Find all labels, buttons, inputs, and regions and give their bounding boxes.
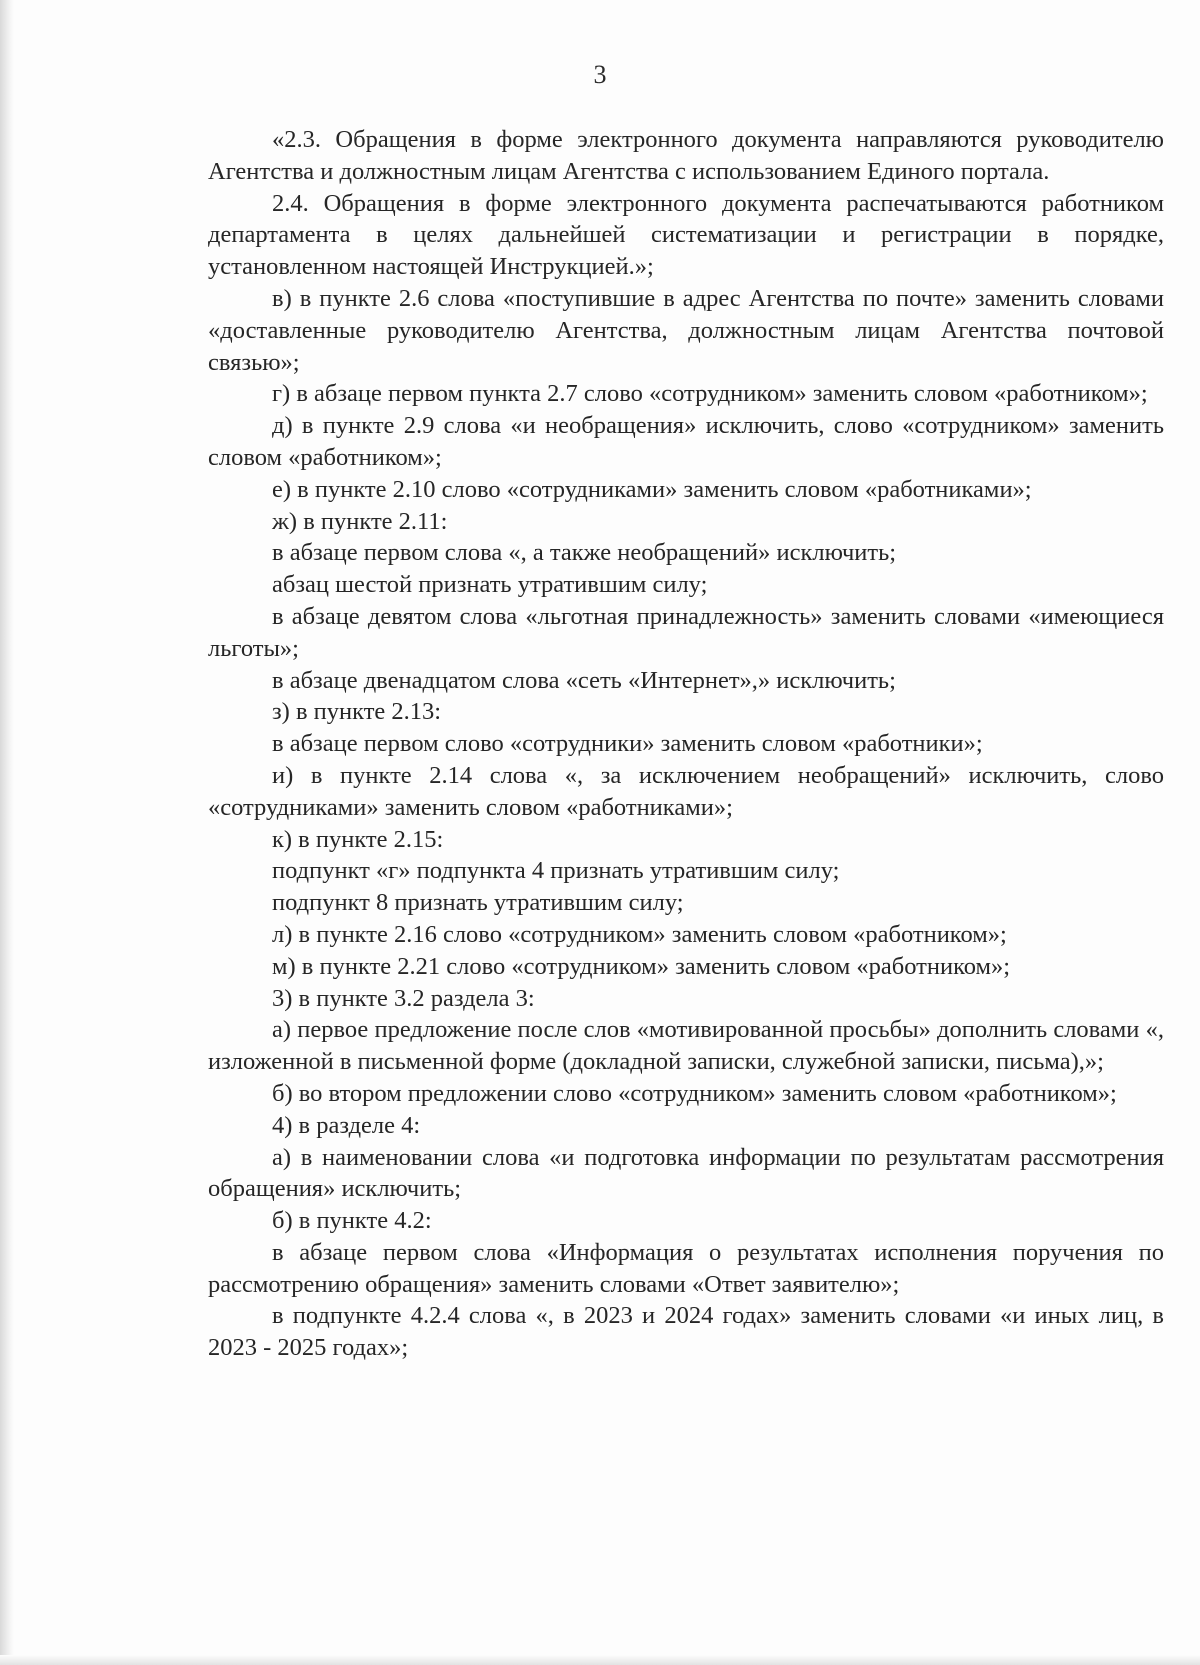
paragraph: 2.4. Обращения в форме электронного документа распечатываются работником департамента в целях дальнейшей систематизации и регистрации в порядке, установленном настоящей Инструкцией.»; [208,189,1164,281]
paragraph: б) во втором предложении слово «сотрудником» заменить словом «работником»; [272,1079,1117,1107]
paragraph: в абзаце первом слова «, а также необращений» исключить; [272,539,897,567]
paragraph: м) в пункте 2.21 слово «сотрудником» заменить словом «работником»; [272,952,1011,980]
paragraph: а) первое предложение после слов «мотивированной просьбы» дополнить словами «, изложенной в письменной форме (докладной записки, служебной записки, письма),»; [208,1016,1164,1076]
paragraph: в абзаце двенадцатом слова «сеть «Интернет»,» исключить; [272,666,896,694]
paragraph: е) в пункте 2.10 слово «сотрудниками» заменить словом «работниками»; [272,475,1032,503]
paragraph: л) в пункте 2.16 слово «сотрудником» заменить словом «работником»; [272,920,1007,948]
paragraph: б) в пункте 4.2: [272,1207,432,1235]
paragraph: д) в пункте 2.9 слова «и необращения» исключить, слово «сотрудником» заменить словом «работником»; [208,412,1164,471]
document-body [208,124,1164,1364]
paragraph: в) в пункте 2.6 слова «поступившие в адрес Агентства по почте» заменить словами «доставленные руководителю Агентства, должностным лицам Агентства почтовой связью»; [208,284,1164,376]
paragraph: и) в пункте 2.14 слова «, за исключением необращений» исключить, слово «сотрудниками» заменить словом «работниками»; [208,761,1164,821]
paragraph: 4) в разделе 4: [272,1111,421,1139]
scan-shadow-left [0,0,14,1665]
paragraph: г) в абзаце первом пункта 2.7 слово «сотрудником» заменить словом «работником»; [272,380,1148,408]
paragraph: в абзаце первом слова «Информация о результатах исполнения поручения по рассмотрению обращения» заменить словами «Ответ заявителю»; [208,1238,1164,1298]
paragraph: в абзаце первом слово «сотрудники» заменить словом «работники»; [272,730,983,758]
paragraph: подпункт «г» подпункта 4 признать утратившим силу; [272,857,840,885]
paragraph: а) в наименовании слова «и подготовка информации по результатам рассмотрения обращения» исключить; [208,1143,1164,1203]
paragraph: ж) в пункте 2.11: [272,507,448,535]
paragraph: в абзаце девятом слова «льготная принадлежность» заменить словами «имеющиеся льготы»; [208,602,1164,662]
paragraph: подпункт 8 признать утратившим силу; [272,889,684,917]
paragraph: к) в пункте 2.15: [272,825,444,853]
scan-shadow-bottom [0,1655,1200,1665]
paragraph: з) в пункте 2.13: [272,698,442,726]
paragraph: в подпункте 4.2.4 слова «, в 2023 и 2024 годах» заменить словами «и иных лиц, в 2023 - 2025 годах»; [208,1302,1164,1362]
paragraph: «2.3. Обращения в форме электронного документа направляются руководителю Агентства и должностным лицам Агентства с использованием Единого портала. [208,126,1164,185]
paragraph: 3) в пункте 3.2 раздела 3: [272,984,535,1012]
paragraph: абзац шестой признать утратившим силу; [272,571,708,599]
page-number: 3 [593,60,607,89]
